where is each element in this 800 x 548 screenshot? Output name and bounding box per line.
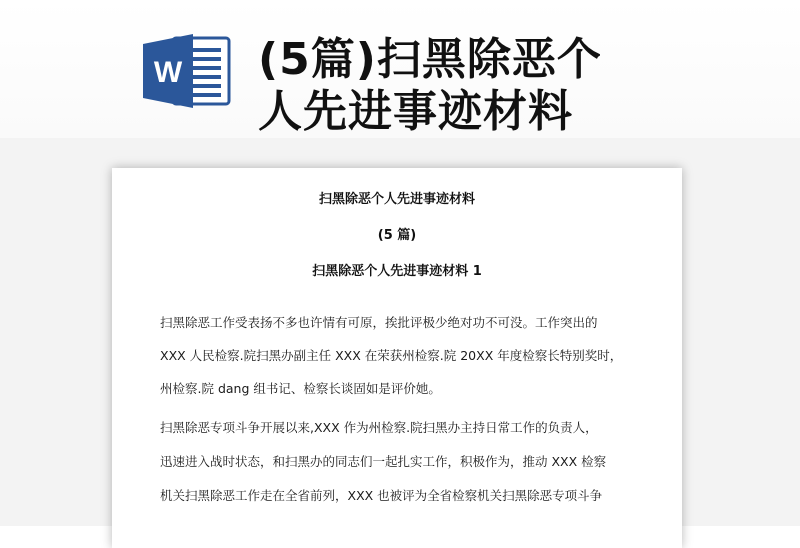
document-page <box>112 168 682 548</box>
document-title: 扫黑除恶个人先进事迹材料 <box>318 192 475 207</box>
title-line-1: (5篇)扫黑除恶个 <box>258 34 602 85</box>
body-line: 扫黑除恶专项斗争开展以来,XXX 作为州检察.院扫黑办主持日常工作的负责人， <box>160 420 598 435</box>
body-line: 迅速进入战时状态，和扫黑办的同志们一起扎实工作，积极作为，推动 XXX 检察 <box>160 454 607 469</box>
word-document-icon <box>143 34 231 108</box>
title-line-2: 人先进事迹材料 <box>258 86 573 137</box>
body-line: 机关扫黑除恶工作走在全省前列，XXX 也被评为全省检察机关扫黑除恶专项斗争 <box>160 488 603 503</box>
page-title <box>258 34 602 138</box>
section-title: 扫黑除恶个人先进事迹材料 1 <box>312 264 482 279</box>
document-subtitle: (5 篇) <box>377 228 417 243</box>
body-line: 扫黑除恶工作受表扬不多也许情有可原，挨批评极少绝对功不可没。工作突出的 <box>160 315 598 330</box>
body-line: 州检察.院 dang 组书记、检察长谈固如是评价她。 <box>160 381 441 396</box>
body-line: XXX 人民检察.院扫黑办副主任 XXX 在荣获州检察.院 20XX 年度检察长特别奖时， <box>160 348 623 363</box>
svg-text:W: W <box>153 56 183 89</box>
